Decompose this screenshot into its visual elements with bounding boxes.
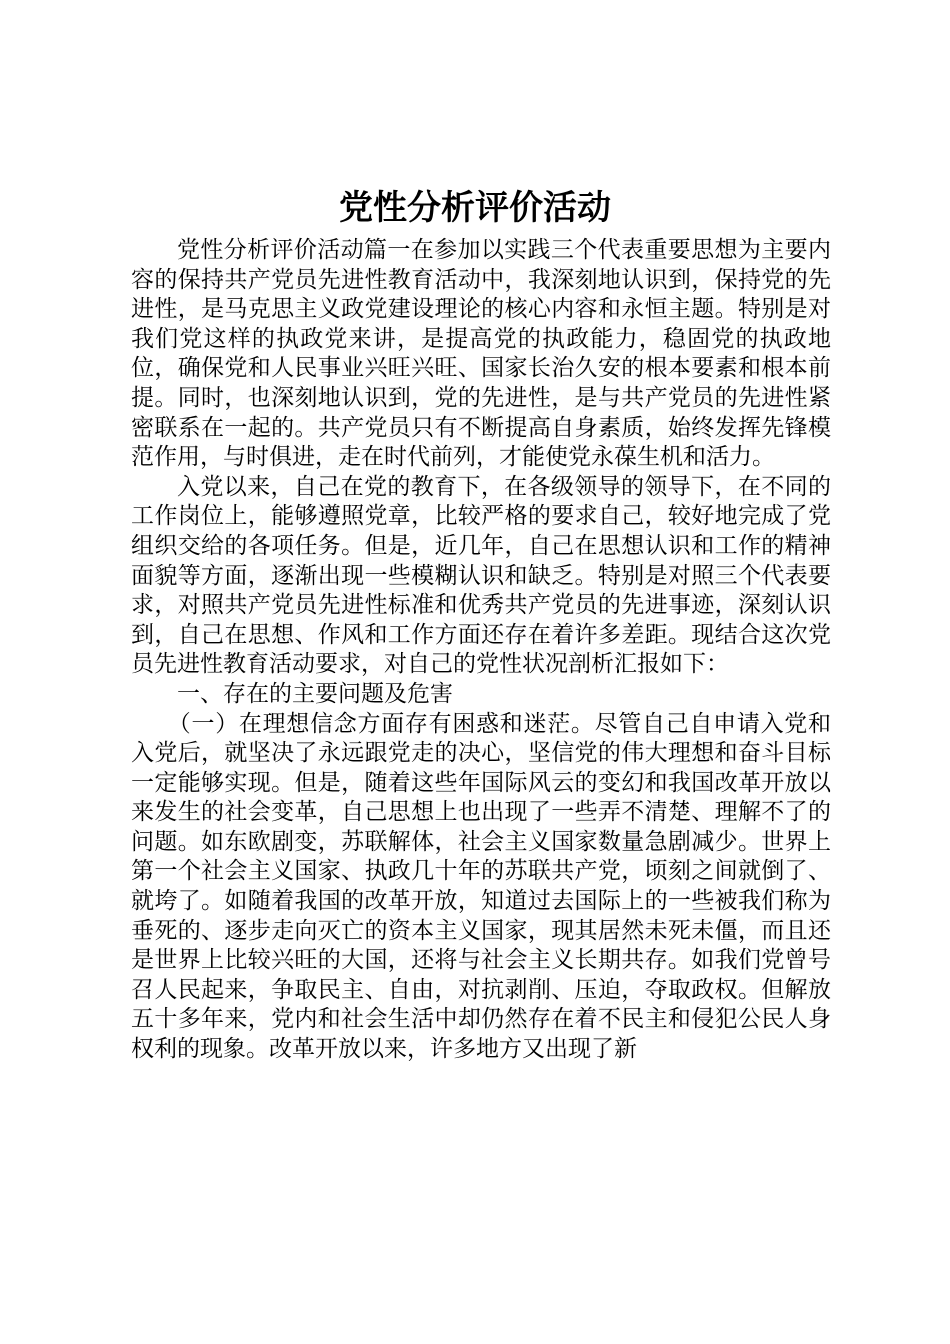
paragraph-intro: 党性分析评价活动篇一在参加以实践三个代表重要思想为主要内容的保持共产党员先进性教育活动中，我深刻地认识到，保持党的先进性，是马克思主义政党建设理论的核心内容和永恒主题。特别是对我们党这样的执政党来讲，是提高党的执政能力，稳固党的执政地位，确保党和人民事业兴旺兴旺、国家长治久安的根本要素和根本前提。同时，也深刻地认识到，党的先进性，是与共产党员的先进性紧密联系在一起的。共产党员只有不断提高自身素质，始终发挥先锋模范作用，与时俱进，走在时代前列，才能使党永葆生机和活力。: [131, 237, 831, 471]
section-heading-main-problems: 一、存在的主要问题及危害: [177, 680, 453, 707]
document-title: 党性分析评价活动: [339, 188, 611, 228]
paragraph-ideals-beliefs: （一）在理想信念方面存有困惑和迷茫。尽管自己自申请入党和入党后，就坚决了永远跟党走的决心，坚信党的伟大理想和奋斗目标一定能够实现。但是，随着这些年国际风云的变幻和我国改革开放以来发生的社会变革，自己思想上也出现了一些弄不清楚、理解不了的问题。如东欧剧变，苏联解体，社会主义国家数量急剧减少。世界上第一个社会主义国家、执政几十年的苏联共产党，顷刻之间就倒了、就垮了。如随着我国的改革开放，知道过去国际上的一些被我们称为垂死的、逐步走向灭亡的资本主义国家，现其居然未死未僵，而且还是世界上比较兴旺的大国，还将与社会主义长期共存。如我们党曾号召人民起来，争取民主、自由，对抗剥削、压迫，夺取政权。但解放五十多年来，党内和社会生活中却仍然存在着不民主和侵犯公民人身权利的现象。改革开放以来，许多地方又出现了新: [131, 710, 831, 1063]
paragraph-self-review: 入党以来，自己在党的教育下，在各级领导的领导下，在不同的工作岗位上，能够遵照党章，比较严格的要求自己，较好地完成了党组织交给的各项任务。但是，近几年，自己在思想认识和工作的精神面貌等方面，逐渐出现一些模糊认识和缺乏。特别是对照三个代表要求，对照共产党员先进性标准和优秀共产党员的先进事迹，深刻认识到，自己在思想、作风和工作方面还存在着许多差距。现结合这次党员先进性教育活动要求，对自己的党性状况剖析汇报如下：: [131, 473, 831, 678]
document-body: [131, 236, 831, 1065]
